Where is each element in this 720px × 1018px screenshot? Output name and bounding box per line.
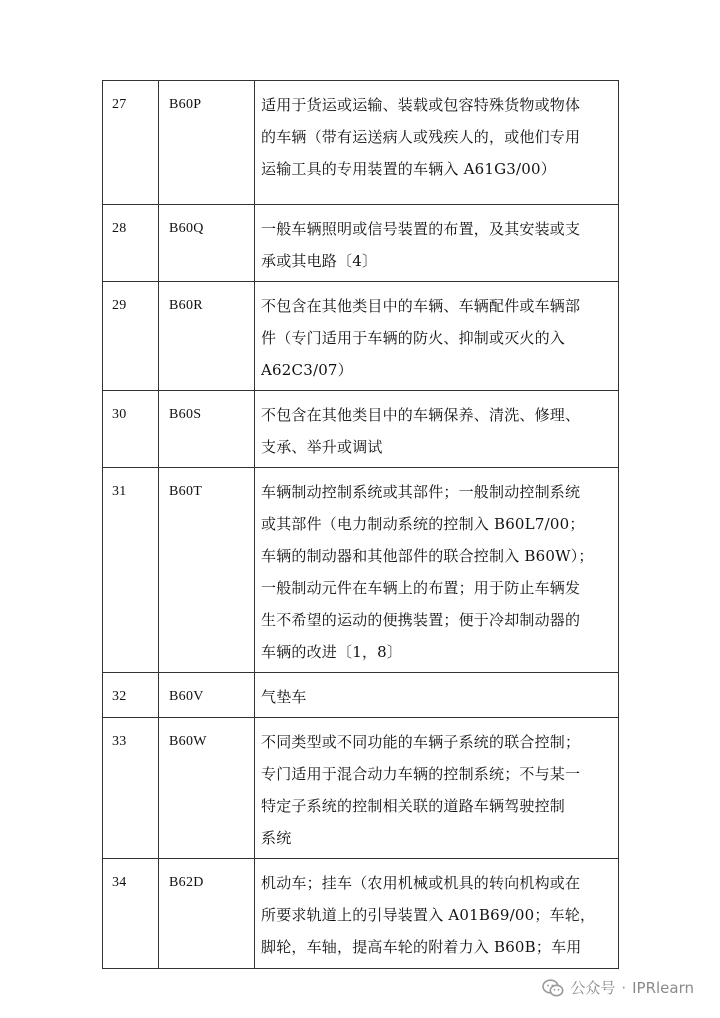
row-number: 27: [112, 97, 127, 112]
description-line: A62C3/07）: [261, 361, 353, 379]
table-row: [103, 673, 619, 718]
table-row: [103, 718, 619, 859]
description-line: 所要求轨道上的引导装置入 A01B69/00；车轮，: [261, 906, 596, 924]
row-number-cell: [103, 282, 159, 391]
row-number: 31: [112, 484, 127, 499]
table-row: [103, 205, 619, 282]
class-code: B60V: [169, 689, 204, 704]
description: [255, 205, 618, 281]
table-row: [103, 81, 619, 205]
class-code: B60Q: [169, 221, 204, 236]
description-line: 机动车；挂车（农用机械或机具的转向机构或在: [261, 874, 581, 892]
description-line: 生不希望的运动的便携装置；便于冷却制动器的: [261, 611, 581, 629]
watermark-label: 公众号: [570, 979, 616, 997]
description-line: 不包含在其他类目中的车辆、车辆配件或车辆部: [261, 297, 581, 315]
description: [255, 391, 618, 467]
row-number: 28: [112, 221, 127, 236]
row-number-cell: [103, 673, 159, 718]
table-row: [103, 391, 619, 468]
class-code-cell: [159, 468, 255, 673]
class-code: B60W: [169, 734, 207, 749]
description-cell: [255, 718, 619, 859]
table-body: [103, 81, 619, 969]
description-line: 系统: [261, 829, 292, 847]
description-line: 支承、举升或调试: [261, 438, 383, 456]
row-number-cell: [103, 718, 159, 859]
description-cell: [255, 468, 619, 673]
class-code-cell: [159, 859, 255, 969]
description-line: 运输工具的专用装置的车辆入 A61G3/00）: [261, 160, 556, 178]
table-row: [103, 282, 619, 391]
description-line: 件（专门适用于车辆的防火、抑制或灭火的入: [261, 329, 566, 347]
description-line: 车辆的改进〔1，8〕: [261, 643, 403, 661]
row-number-cell: [103, 205, 159, 282]
description-line: 特定子系统的控制相关联的道路车辆驾驶控制: [261, 797, 566, 815]
row-number-cell: [103, 859, 159, 969]
row-number: 33: [112, 734, 127, 749]
description: [255, 718, 618, 858]
description-line: 脚轮，车轴，提高车轮的附着力入 B60B；车用: [261, 938, 582, 956]
description-line: 车辆制动控制系统或其部件；一般制动控制系统: [261, 483, 581, 501]
table-row: [103, 859, 619, 969]
class-code-cell: [159, 718, 255, 859]
description-cell: [255, 282, 619, 391]
class-code-cell: [159, 282, 255, 391]
row-number-cell: [103, 81, 159, 205]
watermark: [542, 977, 694, 998]
row-number: 30: [112, 407, 127, 422]
description-line: 气垫车: [261, 688, 307, 706]
wechat-official-account-icon: [542, 979, 564, 997]
class-code: B60P: [169, 97, 202, 112]
description-line: 适用于货运或运输、装载或包容特殊货物或物体: [261, 96, 581, 114]
classification-table: [102, 80, 619, 969]
description-cell: [255, 205, 619, 282]
class-code: B60R: [169, 298, 203, 313]
description-line: 一般制动元件在车辆上的布置；用于防止车辆发: [261, 579, 581, 597]
description-cell: [255, 673, 619, 718]
description-cell: [255, 81, 619, 205]
description-line: 专门适用于混合动力车辆的控制系统；不与某一: [261, 765, 581, 783]
description-cell: [255, 391, 619, 468]
class-code-cell: [159, 205, 255, 282]
class-code: B60S: [169, 407, 202, 422]
description-line: 承或其电路〔4〕: [261, 252, 378, 270]
class-code: B60T: [169, 484, 203, 499]
class-code-cell: [159, 391, 255, 468]
description: [255, 81, 618, 189]
watermark-separator: ·: [621, 978, 627, 997]
description-line: 车辆的制动器和其他部件的联合控制入 B60W）；: [261, 547, 594, 565]
description-line: 不同类型或不同功能的车辆子系统的联合控制；: [261, 733, 581, 751]
row-number-cell: [103, 468, 159, 673]
class-code: B62D: [169, 875, 204, 890]
watermark-account: IPRlearn: [632, 978, 694, 997]
description-line: 一般车辆照明或信号装置的布置，及其安装或支: [261, 220, 581, 238]
table-row: [103, 468, 619, 673]
description-line: 的车辆（带有运送病人或残疾人的，或他们专用: [261, 128, 581, 146]
description-line: 或其部件（电力制动系统的控制入 B60L7/00；: [261, 515, 585, 533]
description: [255, 859, 618, 967]
class-code-cell: [159, 81, 255, 205]
description: [255, 673, 618, 717]
description-cell: [255, 859, 619, 969]
class-code-cell: [159, 673, 255, 718]
row-number-cell: [103, 391, 159, 468]
description: [255, 468, 618, 672]
description: [255, 282, 618, 390]
row-number: 34: [112, 875, 127, 890]
description-line: 不包含在其他类目中的车辆保养、清洗、修理、: [261, 406, 581, 424]
row-number: 32: [112, 689, 127, 704]
row-number: 29: [112, 298, 127, 313]
